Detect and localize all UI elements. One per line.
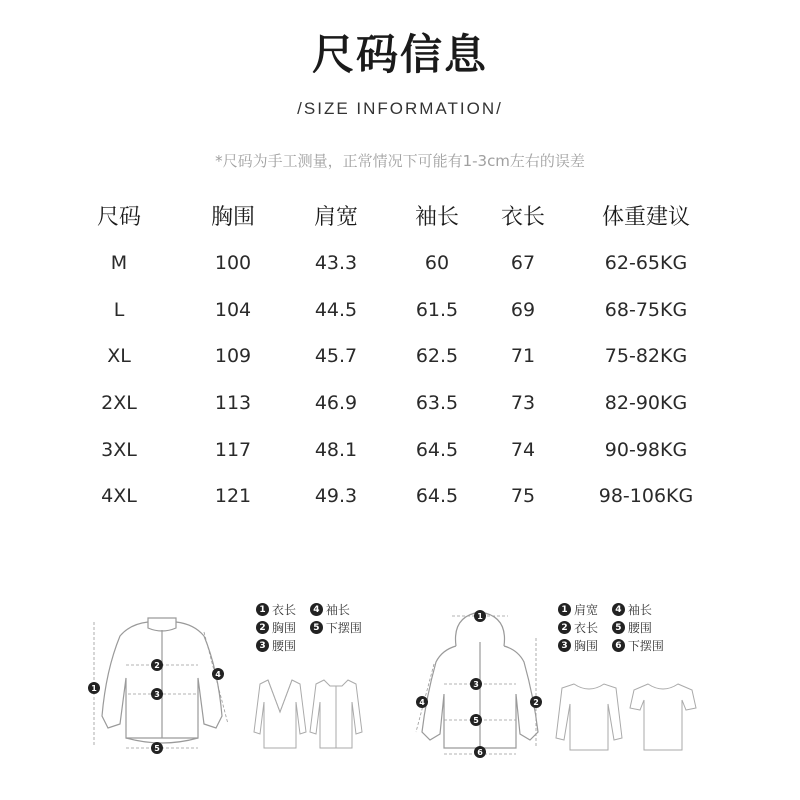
legend-item <box>612 619 662 636</box>
table-cell: 44.5 <box>314 298 358 321</box>
legend-row <box>558 601 662 619</box>
legend-item <box>256 619 306 636</box>
legend-number-badge: 3 <box>558 639 571 652</box>
table-row <box>60 252 750 299</box>
legend-item <box>612 601 662 618</box>
table-cell: 98-106KG <box>598 485 694 508</box>
table-cell: 104 <box>214 298 252 321</box>
marker-5-label: 5 <box>154 744 160 753</box>
legend-number-badge: 4 <box>310 603 323 616</box>
table-cell: 90-98KG <box>604 438 688 461</box>
table-cell: 68-75KG <box>604 298 688 321</box>
table-cell: 75-82KG <box>604 345 688 368</box>
table-cell: 49.3 <box>314 485 358 508</box>
legend-number-badge: 1 <box>256 603 269 616</box>
table-cell: 82-90KG <box>604 392 688 415</box>
legend-number-badge: 1 <box>558 603 571 616</box>
tshirt-icon <box>630 684 696 750</box>
legend-row <box>256 637 360 655</box>
legend-row <box>256 619 360 637</box>
legend-number-badge: 4 <box>612 603 625 616</box>
table-row <box>60 485 750 532</box>
marker-4-label: 4 <box>419 698 425 707</box>
legend-label: 衣长 <box>272 603 297 617</box>
table-cell: 43.3 <box>314 252 358 274</box>
jacket-legend <box>256 601 360 655</box>
hoodie-measurement-illustration <box>406 602 556 760</box>
header-shoulder: 肩宽 <box>313 205 359 230</box>
table-cell: 75 <box>510 485 536 508</box>
marker-2-label: 2 <box>533 698 539 707</box>
table-cell: 2XL <box>101 392 137 415</box>
legend-item <box>558 637 608 654</box>
table-row <box>60 439 750 486</box>
garment-style-icons-right <box>552 678 702 758</box>
table-cell: 100 <box>214 252 252 274</box>
table-cell: 63.5 <box>415 392 459 415</box>
legend-label: 腰围 <box>272 639 297 653</box>
legend-label: 下摆围 <box>627 639 664 653</box>
marker-4-label: 4 <box>215 670 221 679</box>
legend-item <box>310 619 360 636</box>
table-row <box>60 299 750 346</box>
table-row <box>60 345 750 392</box>
legend-label: 袖长 <box>325 603 350 617</box>
table-header-row <box>60 200 750 252</box>
table-cell: 117 <box>214 438 252 461</box>
size-table <box>60 200 750 532</box>
legend-number-badge: 5 <box>310 621 323 634</box>
marker-3-label: 3 <box>154 690 160 699</box>
jacket-hem <box>126 738 198 743</box>
legend-row <box>558 619 662 637</box>
table-cell: 109 <box>214 345 252 368</box>
table-cell: XL <box>107 345 131 368</box>
table-cell: 4XL <box>101 485 137 508</box>
legend-number-badge: 2 <box>558 621 571 634</box>
legend-row <box>256 601 360 619</box>
marker-2-label: 2 <box>154 661 160 670</box>
table-cell: 121 <box>214 485 252 508</box>
legend-item <box>558 601 608 618</box>
legend-number-badge: 3 <box>256 639 269 652</box>
table-cell: 113 <box>214 392 252 415</box>
garment-style-icons-left <box>250 672 370 754</box>
table-cell: 3XL <box>101 438 137 461</box>
legend-label: 肩宽 <box>574 603 599 617</box>
page-subtitle: /SIZE INFORMATION/ <box>297 99 503 118</box>
table-cell: 64.5 <box>415 485 459 508</box>
legend-item <box>612 637 662 654</box>
legend-row <box>558 637 662 655</box>
table-cell: 45.7 <box>314 345 358 368</box>
legend-item <box>558 619 608 636</box>
header-sleeve: 袖长 <box>414 205 460 230</box>
marker-1-label: 1 <box>477 612 483 621</box>
header-weight: 体重建议 <box>601 205 691 230</box>
page-title: 尺码信息 <box>311 30 488 79</box>
legend-label: 腰围 <box>627 621 652 635</box>
table-cell: 69 <box>510 298 536 321</box>
table-cell: 74 <box>510 438 536 461</box>
table-cell: 64.5 <box>415 438 459 461</box>
table-row <box>60 392 750 439</box>
legend-item <box>256 637 306 654</box>
legend-label: 衣长 <box>574 621 599 635</box>
table-cell: 60 <box>424 252 450 274</box>
sweater-icon <box>556 684 622 750</box>
legend-item <box>256 601 306 618</box>
marker-6-label: 6 <box>477 748 483 757</box>
table-cell: M <box>110 252 128 274</box>
table-cell: 62.5 <box>415 345 459 368</box>
blazer-icon <box>254 680 306 748</box>
table-cell: 48.1 <box>314 438 358 461</box>
hoodie-legend <box>558 601 662 655</box>
legend-label: 胸围 <box>272 621 297 635</box>
table-cell: 71 <box>510 345 536 368</box>
jacket-measurement-illustration <box>82 608 242 760</box>
jacket-collar <box>148 618 176 631</box>
legend-item <box>310 601 360 618</box>
legend-number-badge: 6 <box>612 639 625 652</box>
header-size: 尺码 <box>96 205 142 230</box>
marker-1-label: 1 <box>91 684 97 693</box>
legend-number-badge: 5 <box>612 621 625 634</box>
blazer-lapel-line <box>268 680 292 712</box>
legend-label: 下摆围 <box>325 621 362 635</box>
table-cell: L <box>113 298 125 321</box>
table-cell: 46.9 <box>314 392 358 415</box>
legend-label: 胸围 <box>574 639 599 653</box>
legend-number-badge: 2 <box>256 621 269 634</box>
header-length: 衣长 <box>500 205 546 230</box>
table-cell: 67 <box>510 252 536 274</box>
header-chest: 胸围 <box>210 205 256 230</box>
legend-label: 袖长 <box>627 603 652 617</box>
marker-5-label: 5 <box>473 716 479 725</box>
table-cell: 62-65KG <box>604 252 688 274</box>
marker-3-label: 3 <box>473 680 479 689</box>
measurement-note: *尺码为手工测量，正常情况下可能有1-3cm左右的误差 <box>215 152 585 170</box>
table-cell: 61.5 <box>415 298 459 321</box>
table-cell: 73 <box>510 392 536 415</box>
